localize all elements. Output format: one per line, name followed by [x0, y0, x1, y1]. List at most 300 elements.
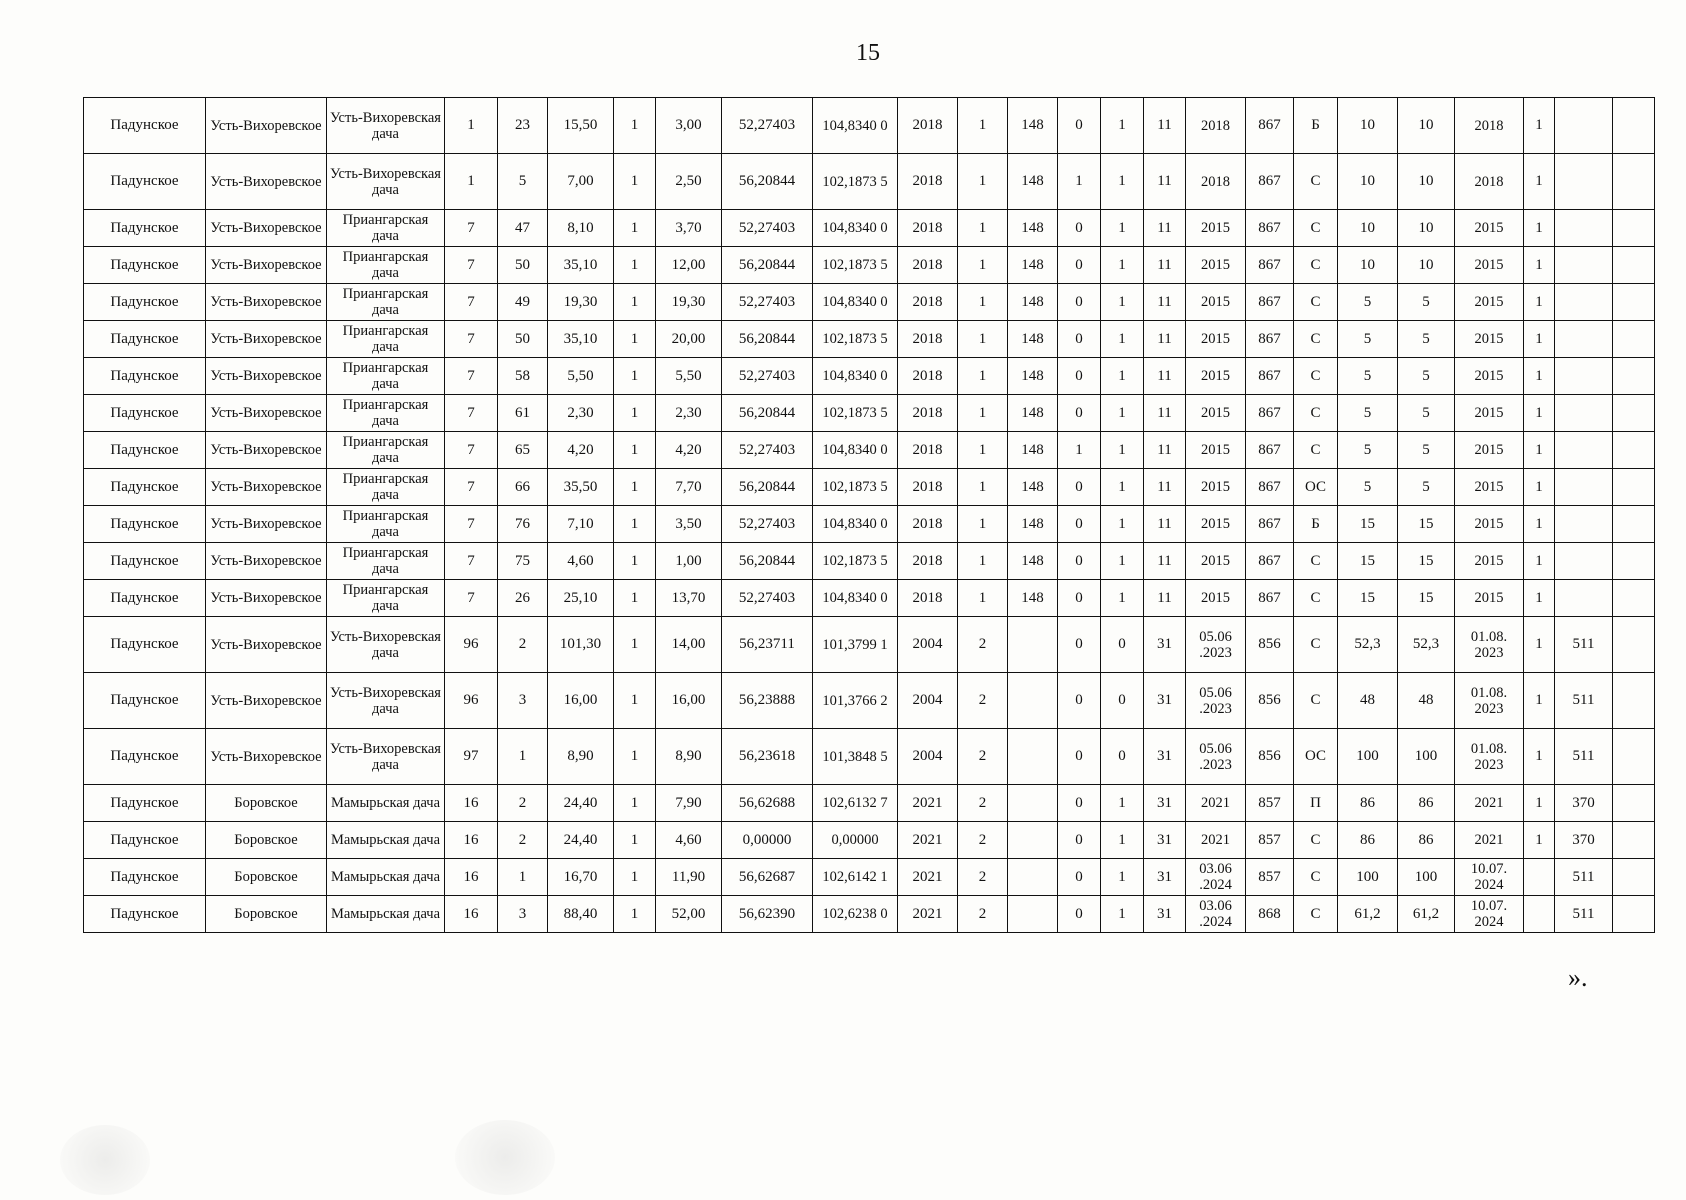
table-cell: 10: [1398, 247, 1455, 284]
table-cell: 24,40: [548, 785, 614, 822]
table-cell: 11: [1144, 395, 1186, 432]
table-cell: Приангарская дача: [327, 358, 445, 395]
table-cell: 52,27403: [722, 284, 813, 321]
table-cell: 47: [498, 210, 548, 247]
table-cell: Падунское: [84, 729, 206, 785]
table-cell: 102,1873 5: [813, 154, 898, 210]
table-cell: 56,20844: [722, 543, 813, 580]
table-cell: 867: [1246, 321, 1294, 358]
table-cell: 1: [614, 358, 656, 395]
table-cell: 5: [1338, 395, 1398, 432]
table-cell: 58: [498, 358, 548, 395]
table-cell: 1: [614, 284, 656, 321]
table-cell: Падунское: [84, 673, 206, 729]
table-cell: Усть-Вихоревское: [206, 210, 327, 247]
table-cell: 61,2: [1398, 896, 1455, 933]
table-cell: [1613, 785, 1655, 822]
table-cell: 4,60: [548, 543, 614, 580]
table-cell: [1613, 432, 1655, 469]
table-cell: Падунское: [84, 247, 206, 284]
table-cell: 1: [958, 247, 1008, 284]
table-cell: Приангарская дача: [327, 543, 445, 580]
table-cell: 148: [1008, 154, 1058, 210]
table-cell: 76: [498, 506, 548, 543]
table-cell: 148: [1008, 395, 1058, 432]
table-cell: [1613, 98, 1655, 154]
table-cell: [1008, 822, 1058, 859]
table-cell: Падунское: [84, 543, 206, 580]
table-cell: С: [1294, 321, 1338, 358]
table-cell: 10: [1338, 247, 1398, 284]
table-cell: 1: [614, 543, 656, 580]
table-cell: 867: [1246, 469, 1294, 506]
table-cell: Усть-Вихоревское: [206, 98, 327, 154]
table-cell: Боровское: [206, 859, 327, 896]
table-cell: [1613, 859, 1655, 896]
table-cell: 52,27403: [722, 580, 813, 617]
table-row: [84, 617, 1655, 673]
table-cell: 102,6238 0: [813, 896, 898, 933]
table-cell: 2018: [898, 321, 958, 358]
table-cell: Усть-Вихоревское: [206, 543, 327, 580]
table-cell: 05.06 .2023: [1186, 729, 1246, 785]
table-cell: 370: [1555, 785, 1613, 822]
table-cell: [1555, 98, 1613, 154]
table-cell: 1,00: [656, 543, 722, 580]
table-cell: 05.06 .2023: [1186, 617, 1246, 673]
table-cell: Падунское: [84, 506, 206, 543]
table-cell: 102,1873 5: [813, 395, 898, 432]
table-cell: 102,6132 7: [813, 785, 898, 822]
table-cell: 104,8340 0: [813, 284, 898, 321]
table-cell: 0: [1058, 321, 1101, 358]
table-cell: 856: [1246, 617, 1294, 673]
table-cell: 15: [1338, 543, 1398, 580]
table-cell: 31: [1144, 822, 1186, 859]
table-cell: 3,50: [656, 506, 722, 543]
table-cell: 2021: [898, 785, 958, 822]
table-cell: 1: [958, 284, 1008, 321]
table-cell: 100: [1338, 859, 1398, 896]
table-row: [84, 785, 1655, 822]
table-cell: 31: [1144, 785, 1186, 822]
table-cell: 2015: [1186, 321, 1246, 358]
table-cell: 96: [445, 617, 498, 673]
table-cell: 0,00000: [722, 822, 813, 859]
table-cell: 0: [1058, 673, 1101, 729]
table-row: [84, 247, 1655, 284]
table-cell: [1555, 395, 1613, 432]
table-cell: 2: [958, 673, 1008, 729]
table-cell: 1: [1101, 896, 1144, 933]
table-cell: 1: [1058, 432, 1101, 469]
table-cell: С: [1294, 580, 1338, 617]
table-cell: 2: [498, 617, 548, 673]
table-row: [84, 284, 1655, 321]
table-cell: [1613, 154, 1655, 210]
table-cell: 867: [1246, 154, 1294, 210]
table-cell: 5: [498, 154, 548, 210]
table-cell: [1613, 617, 1655, 673]
table-cell: 2004: [898, 617, 958, 673]
table-cell: 8,90: [656, 729, 722, 785]
table-cell: 26: [498, 580, 548, 617]
table-cell: 11: [1144, 247, 1186, 284]
table-cell: [1008, 859, 1058, 896]
table-cell: [1613, 506, 1655, 543]
table-cell: 35,10: [548, 321, 614, 358]
table-cell: 8,10: [548, 210, 614, 247]
table-row: [84, 432, 1655, 469]
table-cell: [1613, 247, 1655, 284]
table-row: [84, 729, 1655, 785]
table-cell: 1: [1524, 284, 1555, 321]
table-cell: [1555, 247, 1613, 284]
table-cell: Падунское: [84, 358, 206, 395]
table-cell: [1008, 785, 1058, 822]
table-cell: 96: [445, 673, 498, 729]
table-cell: 1: [1524, 432, 1555, 469]
table-cell: 5: [1338, 321, 1398, 358]
table-cell: 2,30: [548, 395, 614, 432]
table-cell: 0: [1058, 822, 1101, 859]
table-cell: [1008, 729, 1058, 785]
table-row: [84, 896, 1655, 933]
table-cell: [1613, 210, 1655, 247]
table-cell: [1613, 673, 1655, 729]
table-cell: 15: [1398, 580, 1455, 617]
table-cell: 1: [1524, 395, 1555, 432]
table-cell: Приангарская дача: [327, 210, 445, 247]
table-cell: 5: [1398, 432, 1455, 469]
table-cell: 52,27403: [722, 432, 813, 469]
table-cell: 10: [1338, 154, 1398, 210]
table-cell: Мамырьская дача: [327, 785, 445, 822]
table-cell: 23: [498, 98, 548, 154]
table-cell: 867: [1246, 580, 1294, 617]
table-cell: Приангарская дача: [327, 469, 445, 506]
table-cell: 61: [498, 395, 548, 432]
table-cell: 16,70: [548, 859, 614, 896]
table-cell: 511: [1555, 729, 1613, 785]
table-cell: 56,23711: [722, 617, 813, 673]
table-cell: 1: [958, 543, 1008, 580]
table-cell: 2015: [1455, 543, 1524, 580]
table-cell: 56,23618: [722, 729, 813, 785]
table-cell: Падунское: [84, 617, 206, 673]
table-cell: 31: [1144, 673, 1186, 729]
table-cell: 100: [1398, 729, 1455, 785]
table-cell: 101,3799 1: [813, 617, 898, 673]
table-cell: 100: [1398, 859, 1455, 896]
table-cell: 35,10: [548, 247, 614, 284]
table-cell: 1: [1101, 98, 1144, 154]
table-cell: 3: [498, 673, 548, 729]
table-cell: 7: [445, 543, 498, 580]
table-cell: Усть-Вихоревское: [206, 321, 327, 358]
table-cell: Падунское: [84, 822, 206, 859]
table-cell: [1613, 395, 1655, 432]
table-cell: 101,3766 2: [813, 673, 898, 729]
table-cell: 11: [1144, 543, 1186, 580]
table-cell: 86: [1338, 785, 1398, 822]
table-cell: 88,40: [548, 896, 614, 933]
table-cell: 52,3: [1338, 617, 1398, 673]
table-cell: 11: [1144, 358, 1186, 395]
table-cell: Падунское: [84, 321, 206, 358]
table-cell: 2015: [1186, 432, 1246, 469]
table-row: [84, 580, 1655, 617]
table-cell: Мамырьская дача: [327, 859, 445, 896]
page-number: 15: [856, 40, 880, 66]
table-cell: 148: [1008, 543, 1058, 580]
table-cell: 11: [1144, 469, 1186, 506]
table-cell: [1524, 859, 1555, 896]
table-cell: Усть-Вихоревское: [206, 247, 327, 284]
table-cell: 1: [1524, 673, 1555, 729]
table-row: [84, 98, 1655, 154]
table-cell: 0: [1058, 395, 1101, 432]
table-cell: 3,70: [656, 210, 722, 247]
table-cell: [1555, 432, 1613, 469]
table-cell: С: [1294, 284, 1338, 321]
table-cell: [1555, 543, 1613, 580]
table-cell: 15: [1398, 506, 1455, 543]
table-cell: 1: [958, 506, 1008, 543]
table-cell: 0: [1058, 617, 1101, 673]
table-cell: 1: [614, 247, 656, 284]
table-cell: 1: [614, 822, 656, 859]
table-cell: 2: [958, 896, 1008, 933]
table-cell: 2018: [898, 432, 958, 469]
table-cell: [1613, 543, 1655, 580]
table-cell: [1555, 154, 1613, 210]
table-cell: 857: [1246, 785, 1294, 822]
table-cell: С: [1294, 210, 1338, 247]
table-cell: [1555, 284, 1613, 321]
table-cell: 102,1873 5: [813, 321, 898, 358]
table-cell: 0: [1101, 729, 1144, 785]
table-cell: 03.06 .2024: [1186, 896, 1246, 933]
table-cell: 7: [445, 432, 498, 469]
table-cell: Б: [1294, 506, 1338, 543]
table-cell: 1: [958, 321, 1008, 358]
table-cell: 1: [1524, 210, 1555, 247]
table-cell: 2018: [1455, 154, 1524, 210]
table-cell: Усть-Вихоревская дача: [327, 729, 445, 785]
table-cell: [1555, 580, 1613, 617]
table-cell: 11,90: [656, 859, 722, 896]
table-cell: 1: [1524, 321, 1555, 358]
table-cell: 867: [1246, 284, 1294, 321]
table-cell: 11: [1144, 98, 1186, 154]
table-cell: 48: [1338, 673, 1398, 729]
table-cell: 52,3: [1398, 617, 1455, 673]
table-cell: 24,40: [548, 822, 614, 859]
table-cell: [1613, 358, 1655, 395]
table-cell: 102,6142 1: [813, 859, 898, 896]
table-cell: 867: [1246, 543, 1294, 580]
table-cell: 2018: [1455, 98, 1524, 154]
table-cell: [1613, 321, 1655, 358]
table-cell: 102,1873 5: [813, 543, 898, 580]
table-cell: 11: [1144, 580, 1186, 617]
table-row: [84, 822, 1655, 859]
table-cell: 511: [1555, 859, 1613, 896]
table-cell: 66: [498, 469, 548, 506]
table-cell: 56,20844: [722, 154, 813, 210]
table-cell: Боровское: [206, 822, 327, 859]
table-cell: [1555, 321, 1613, 358]
table-cell: 102,1873 5: [813, 247, 898, 284]
table-cell: 2018: [1186, 98, 1246, 154]
table-cell: 511: [1555, 896, 1613, 933]
table-cell: 2018: [898, 210, 958, 247]
table-cell: 2015: [1186, 395, 1246, 432]
table-cell: П: [1294, 785, 1338, 822]
table-cell: 511: [1555, 673, 1613, 729]
table-cell: 11: [1144, 284, 1186, 321]
table-cell: [1613, 896, 1655, 933]
table-cell: 56,62687: [722, 859, 813, 896]
table-cell: 2004: [898, 729, 958, 785]
table-cell: 2015: [1186, 580, 1246, 617]
table-cell: Приангарская дача: [327, 321, 445, 358]
table-cell: 1: [958, 395, 1008, 432]
table-cell: 2015: [1455, 247, 1524, 284]
table-cell: 2018: [898, 98, 958, 154]
table-cell: 1: [1524, 580, 1555, 617]
table-cell: 10: [1398, 98, 1455, 154]
table-cell: 0: [1058, 210, 1101, 247]
table-row: [84, 859, 1655, 896]
table-cell: 19,30: [656, 284, 722, 321]
table-row: [84, 358, 1655, 395]
table-cell: 0: [1058, 506, 1101, 543]
table-cell: 2015: [1186, 210, 1246, 247]
table-cell: 56,20844: [722, 395, 813, 432]
table-cell: Усть-Вихоревская дача: [327, 673, 445, 729]
table-cell: 2015: [1455, 210, 1524, 247]
scan-artifact: [60, 1125, 150, 1195]
table-cell: 16,00: [656, 673, 722, 729]
table-cell: Боровское: [206, 896, 327, 933]
table-cell: 1: [614, 154, 656, 210]
table-cell: 856: [1246, 729, 1294, 785]
table-cell: 2015: [1455, 321, 1524, 358]
table-cell: С: [1294, 859, 1338, 896]
table-cell: 1: [614, 617, 656, 673]
table-cell: 2018: [898, 358, 958, 395]
table-cell: 11: [1144, 321, 1186, 358]
table-cell: 19,30: [548, 284, 614, 321]
table-cell: 52,27403: [722, 98, 813, 154]
table-cell: 7: [445, 580, 498, 617]
table-cell: 65: [498, 432, 548, 469]
table-cell: 867: [1246, 395, 1294, 432]
table-cell: 56,20844: [722, 321, 813, 358]
table-cell: Усть-Вихоревское: [206, 395, 327, 432]
table-cell: 2018: [1186, 154, 1246, 210]
table-cell: 56,23888: [722, 673, 813, 729]
table-cell: 7,70: [656, 469, 722, 506]
table-cell: 1: [445, 98, 498, 154]
table-cell: 857: [1246, 822, 1294, 859]
table-cell: Приангарская дача: [327, 432, 445, 469]
table-cell: 49: [498, 284, 548, 321]
table-cell: 1: [1058, 154, 1101, 210]
table-cell: 148: [1008, 580, 1058, 617]
table-cell: 1: [1101, 154, 1144, 210]
table-cell: 52,00: [656, 896, 722, 933]
table-cell: 2015: [1455, 432, 1524, 469]
table-cell: 2: [498, 785, 548, 822]
table-cell: 148: [1008, 210, 1058, 247]
table-cell: [1613, 580, 1655, 617]
table-cell: Б: [1294, 98, 1338, 154]
table-cell: 1: [958, 154, 1008, 210]
table-cell: 1: [1524, 98, 1555, 154]
table-cell: 148: [1008, 432, 1058, 469]
table-cell: 1: [614, 859, 656, 896]
table-cell: С: [1294, 154, 1338, 210]
table-cell: 1: [445, 154, 498, 210]
table-cell: 2018: [898, 469, 958, 506]
table-row: [84, 673, 1655, 729]
table-cell: Падунское: [84, 284, 206, 321]
table-cell: 1: [1101, 859, 1144, 896]
table-cell: 03.06 .2024: [1186, 859, 1246, 896]
table-cell: 15,50: [548, 98, 614, 154]
table-cell: 3,00: [656, 98, 722, 154]
table-cell: 101,3848 5: [813, 729, 898, 785]
table-cell: 1: [1524, 154, 1555, 210]
table-cell: 5: [1338, 432, 1398, 469]
table-row: [84, 395, 1655, 432]
table-cell: Приангарская дача: [327, 247, 445, 284]
table-cell: 2015: [1455, 395, 1524, 432]
table-cell: 7: [445, 321, 498, 358]
forest-registry-table: [83, 97, 1655, 933]
table-cell: 5: [1398, 358, 1455, 395]
table-cell: 31: [1144, 859, 1186, 896]
table-cell: С: [1294, 432, 1338, 469]
table-cell: 0: [1058, 580, 1101, 617]
table-cell: 56,20844: [722, 469, 813, 506]
table-cell: 867: [1246, 432, 1294, 469]
table-cell: 4,60: [656, 822, 722, 859]
table-cell: 7: [445, 284, 498, 321]
table-cell: 1: [1101, 247, 1144, 284]
table-cell: 2,30: [656, 395, 722, 432]
table-cell: Падунское: [84, 896, 206, 933]
scan-artifact: [455, 1120, 555, 1195]
table-cell: 100: [1338, 729, 1398, 785]
table-cell: 5: [1338, 358, 1398, 395]
table-cell: 0: [1058, 358, 1101, 395]
table-cell: 867: [1246, 98, 1294, 154]
table-cell: 2: [958, 822, 1008, 859]
table-cell: 7,00: [548, 154, 614, 210]
table-cell: 101,30: [548, 617, 614, 673]
table-cell: 15: [1338, 580, 1398, 617]
table-cell: 1: [1101, 321, 1144, 358]
table-cell: 1: [1101, 395, 1144, 432]
table-cell: [1008, 896, 1058, 933]
table-cell: 16: [445, 896, 498, 933]
table-cell: [1524, 896, 1555, 933]
table-cell: Усть-Вихоревское: [206, 673, 327, 729]
